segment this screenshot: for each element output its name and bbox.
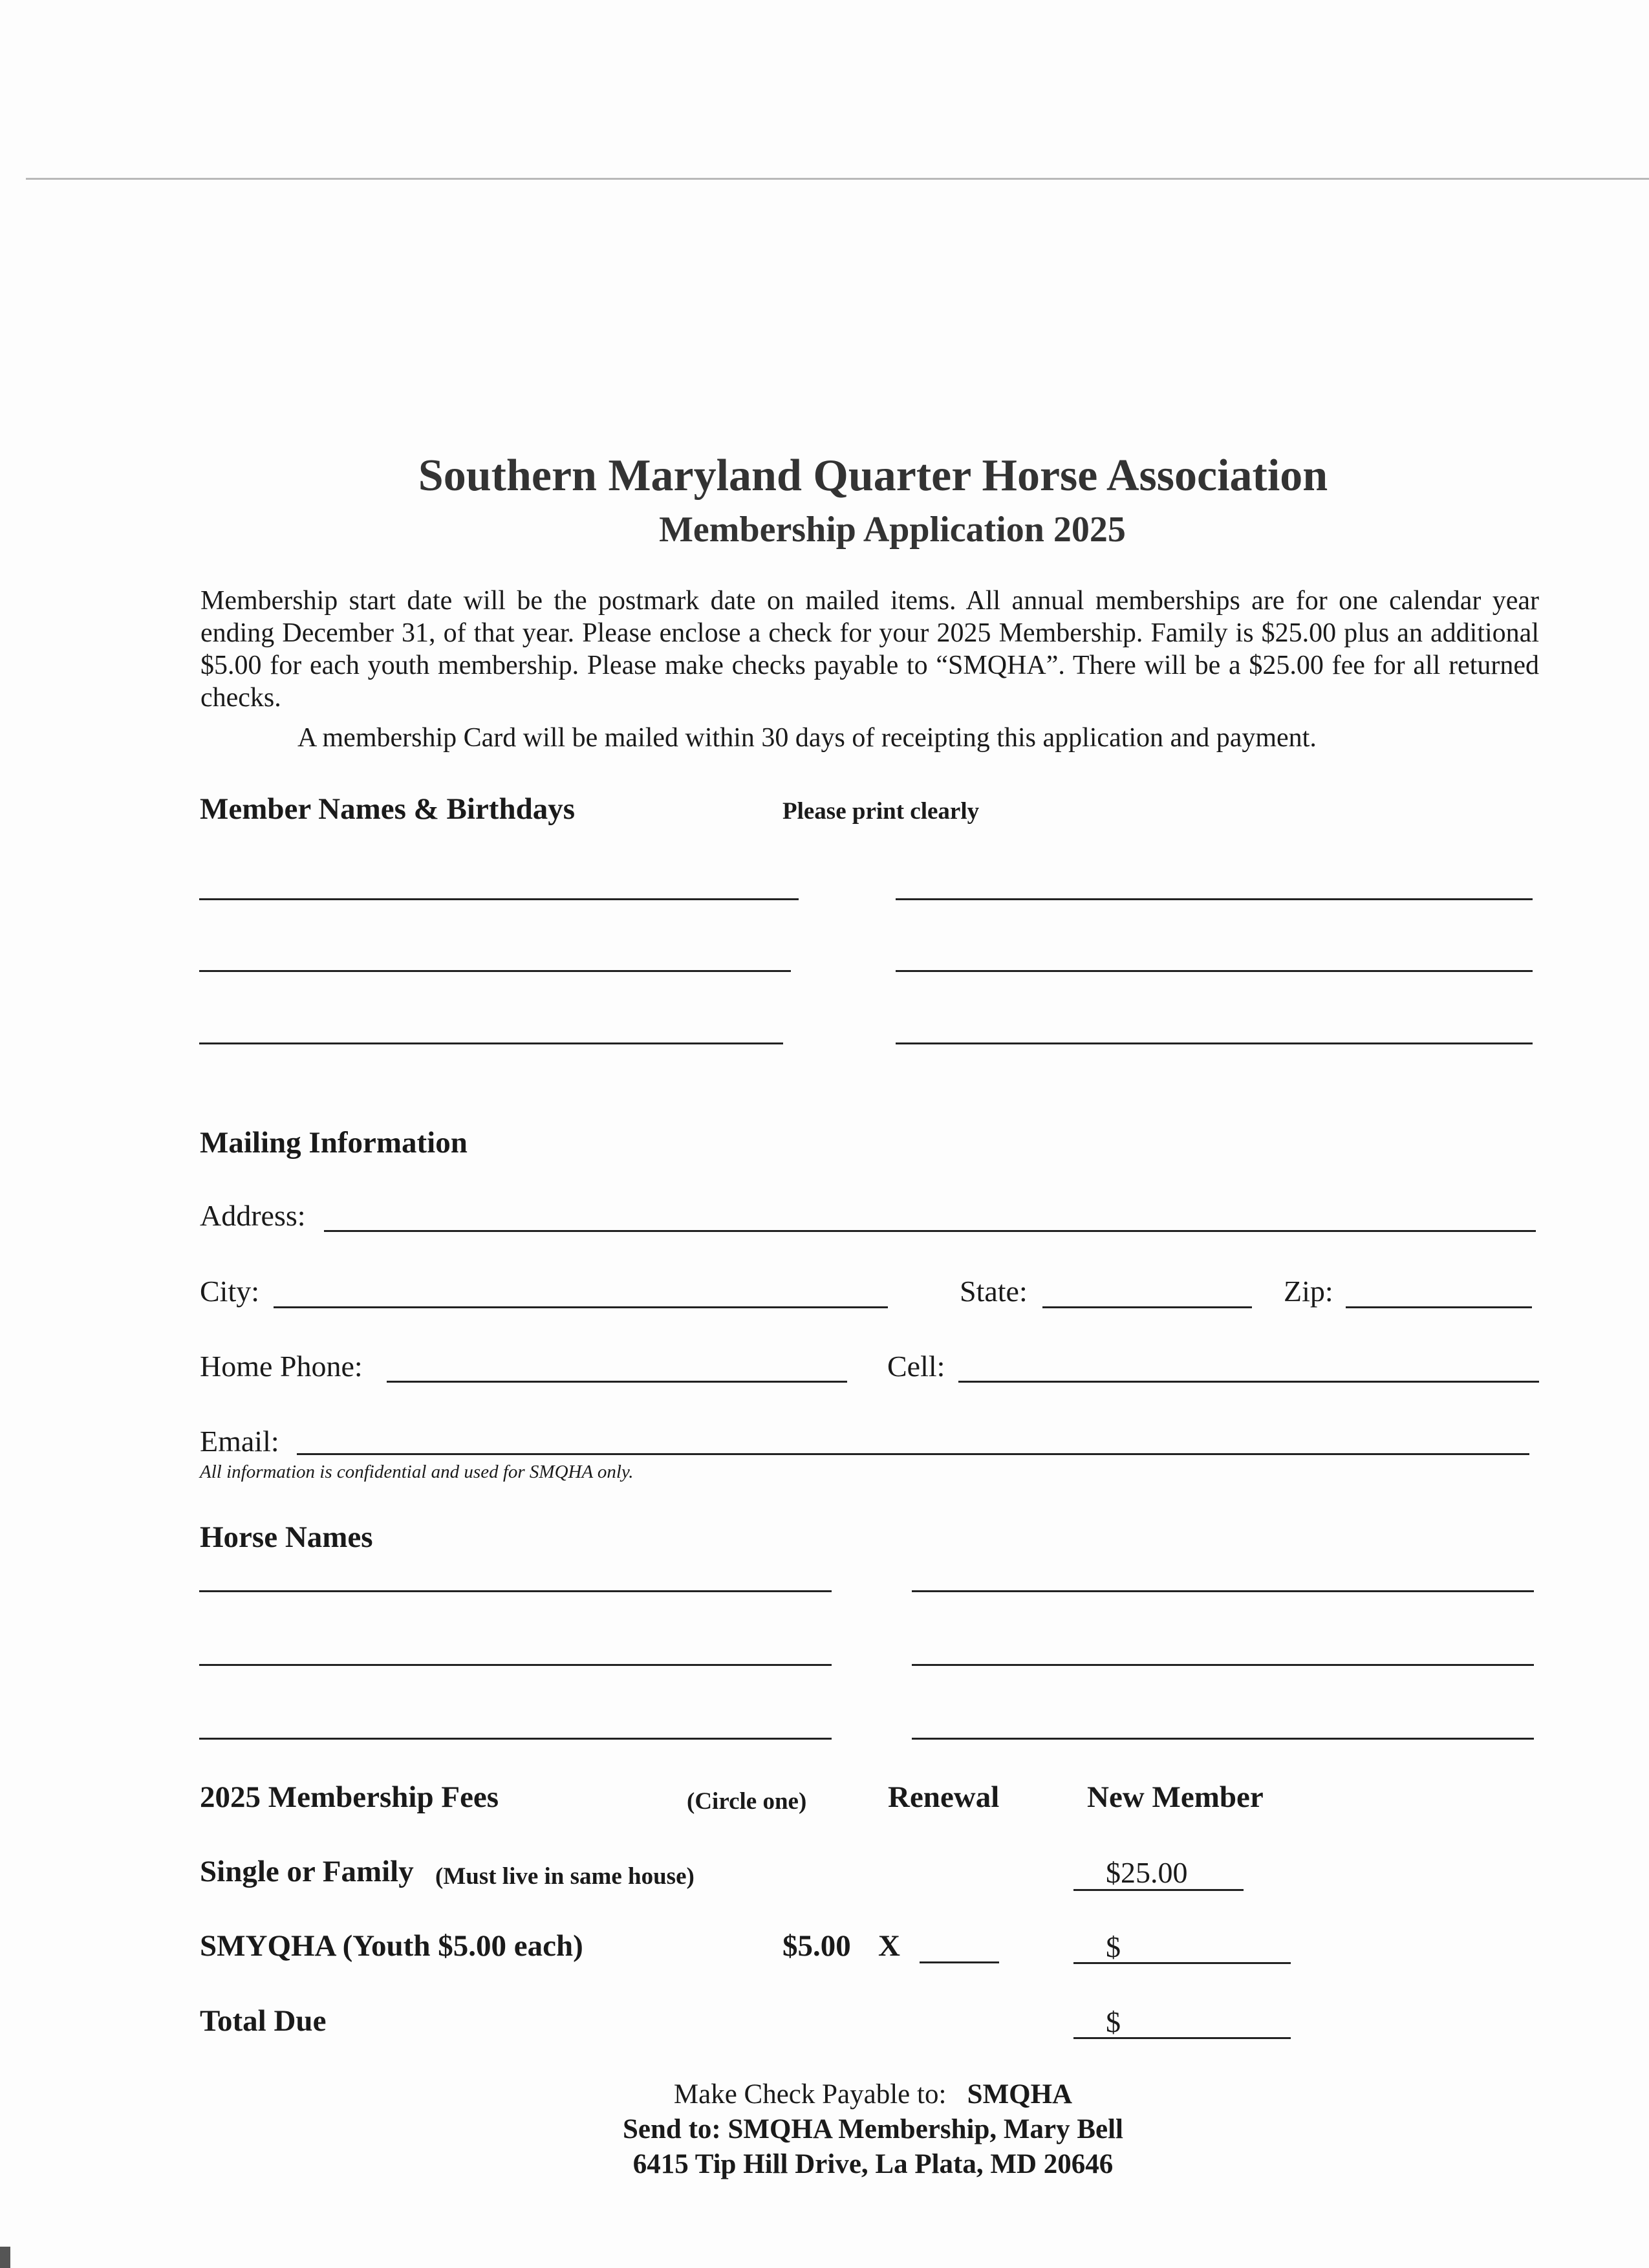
print-clearly-note: Please print clearly (782, 798, 980, 825)
horse-name-line-6[interactable] (912, 1738, 1534, 1740)
times-sign: X (878, 1929, 900, 1963)
total-due-field[interactable] (1073, 2037, 1291, 2039)
member-name-line-2[interactable] (896, 898, 1533, 900)
cell-label: Cell: (887, 1350, 945, 1383)
member-name-line-6[interactable] (896, 1042, 1533, 1044)
member-name-line-5[interactable] (199, 1042, 783, 1044)
scan-top-edge (26, 178, 1649, 180)
renewal-option[interactable]: Renewal (888, 1780, 1000, 1814)
zip-field[interactable] (1346, 1306, 1532, 1308)
horse-name-line-3[interactable] (199, 1664, 832, 1666)
payable-line (0, 2079, 1649, 2110)
email-field[interactable] (297, 1453, 1529, 1455)
intro-paragraph: Membership start date will be the postmark date on mailed items. All annual memberships are for one calendar year ending December 31, of that year. Please enclose a check for your 2025 Membership. Family is $25.00 plus an additional $5.00 for each youth membership. Please make checks payable to “SMQHA”. There will be a $25.00 fee for all returned checks. (200, 586, 1539, 713)
city-field[interactable] (274, 1306, 888, 1308)
youth-label: SMYQHA (Youth $5.00 each) (200, 1929, 583, 1963)
horse-name-line-1[interactable] (199, 1590, 832, 1592)
member-name-line-1[interactable] (199, 898, 799, 900)
total-dollar-sign: $ (1106, 2005, 1121, 2038)
cell-field[interactable] (958, 1381, 1539, 1383)
state-field[interactable] (1042, 1306, 1252, 1308)
member-name-line-4[interactable] (896, 970, 1533, 972)
member-name-line-3[interactable] (199, 970, 791, 972)
youth-count-field[interactable] (920, 1961, 999, 1963)
address-label: Address: (200, 1199, 306, 1232)
page-title: Southern Maryland Quarter Horse Association (418, 451, 1328, 501)
card-note: A membership Card will be mailed within 30 days of receipting this application and payment. (297, 723, 1317, 753)
state-label: State: (960, 1275, 1028, 1308)
city-label: City: (200, 1275, 260, 1308)
total-due-label: Total Due (200, 2004, 327, 2038)
home-phone-label: Home Phone: (200, 1350, 363, 1383)
page-subtitle: Membership Application 2025 (659, 510, 1126, 550)
single-family-amount-line (1073, 1889, 1244, 1891)
member-names-heading: Member Names & Birthdays (200, 792, 576, 826)
horse-name-line-4[interactable] (912, 1664, 1534, 1666)
address-field[interactable] (324, 1230, 1536, 1232)
confidential-note: All information is confidential and used for SMQHA only. (200, 1462, 634, 1482)
youth-rate: $5.00 (782, 1929, 851, 1963)
zip-label: Zip: (1284, 1275, 1333, 1308)
home-phone-field[interactable] (387, 1381, 847, 1383)
scan-corner-mark (0, 2247, 10, 2268)
horse-name-line-2[interactable] (912, 1590, 1534, 1592)
horse-names-heading: Horse Names (200, 1520, 373, 1554)
youth-dollar-sign: $ (1106, 1930, 1121, 1963)
payable-label: Make Check Payable to: (673, 2079, 947, 2110)
single-family-note: (Must live in same house) (435, 1863, 695, 1890)
send-to-line: Send to: SMQHA Membership, Mary Bell (623, 2114, 1123, 2144)
youth-amount-field[interactable] (1073, 1962, 1291, 1964)
single-family-amount: $25.00 (1106, 1856, 1188, 1889)
mailing-address-line: 6415 Tip Hill Drive, La Plata, MD 20646 (632, 2149, 1114, 2179)
circle-one-note: (Circle one) (687, 1788, 807, 1815)
new-member-option[interactable]: New Member (1087, 1780, 1264, 1814)
horse-name-line-5[interactable] (199, 1738, 832, 1740)
payable-name: SMQHA (967, 2079, 1073, 2110)
email-label: Email: (200, 1425, 279, 1458)
fees-heading: 2025 Membership Fees (200, 1780, 499, 1814)
single-family-label: Single or Family (200, 1855, 414, 1888)
mailing-heading: Mailing Information (200, 1126, 468, 1160)
